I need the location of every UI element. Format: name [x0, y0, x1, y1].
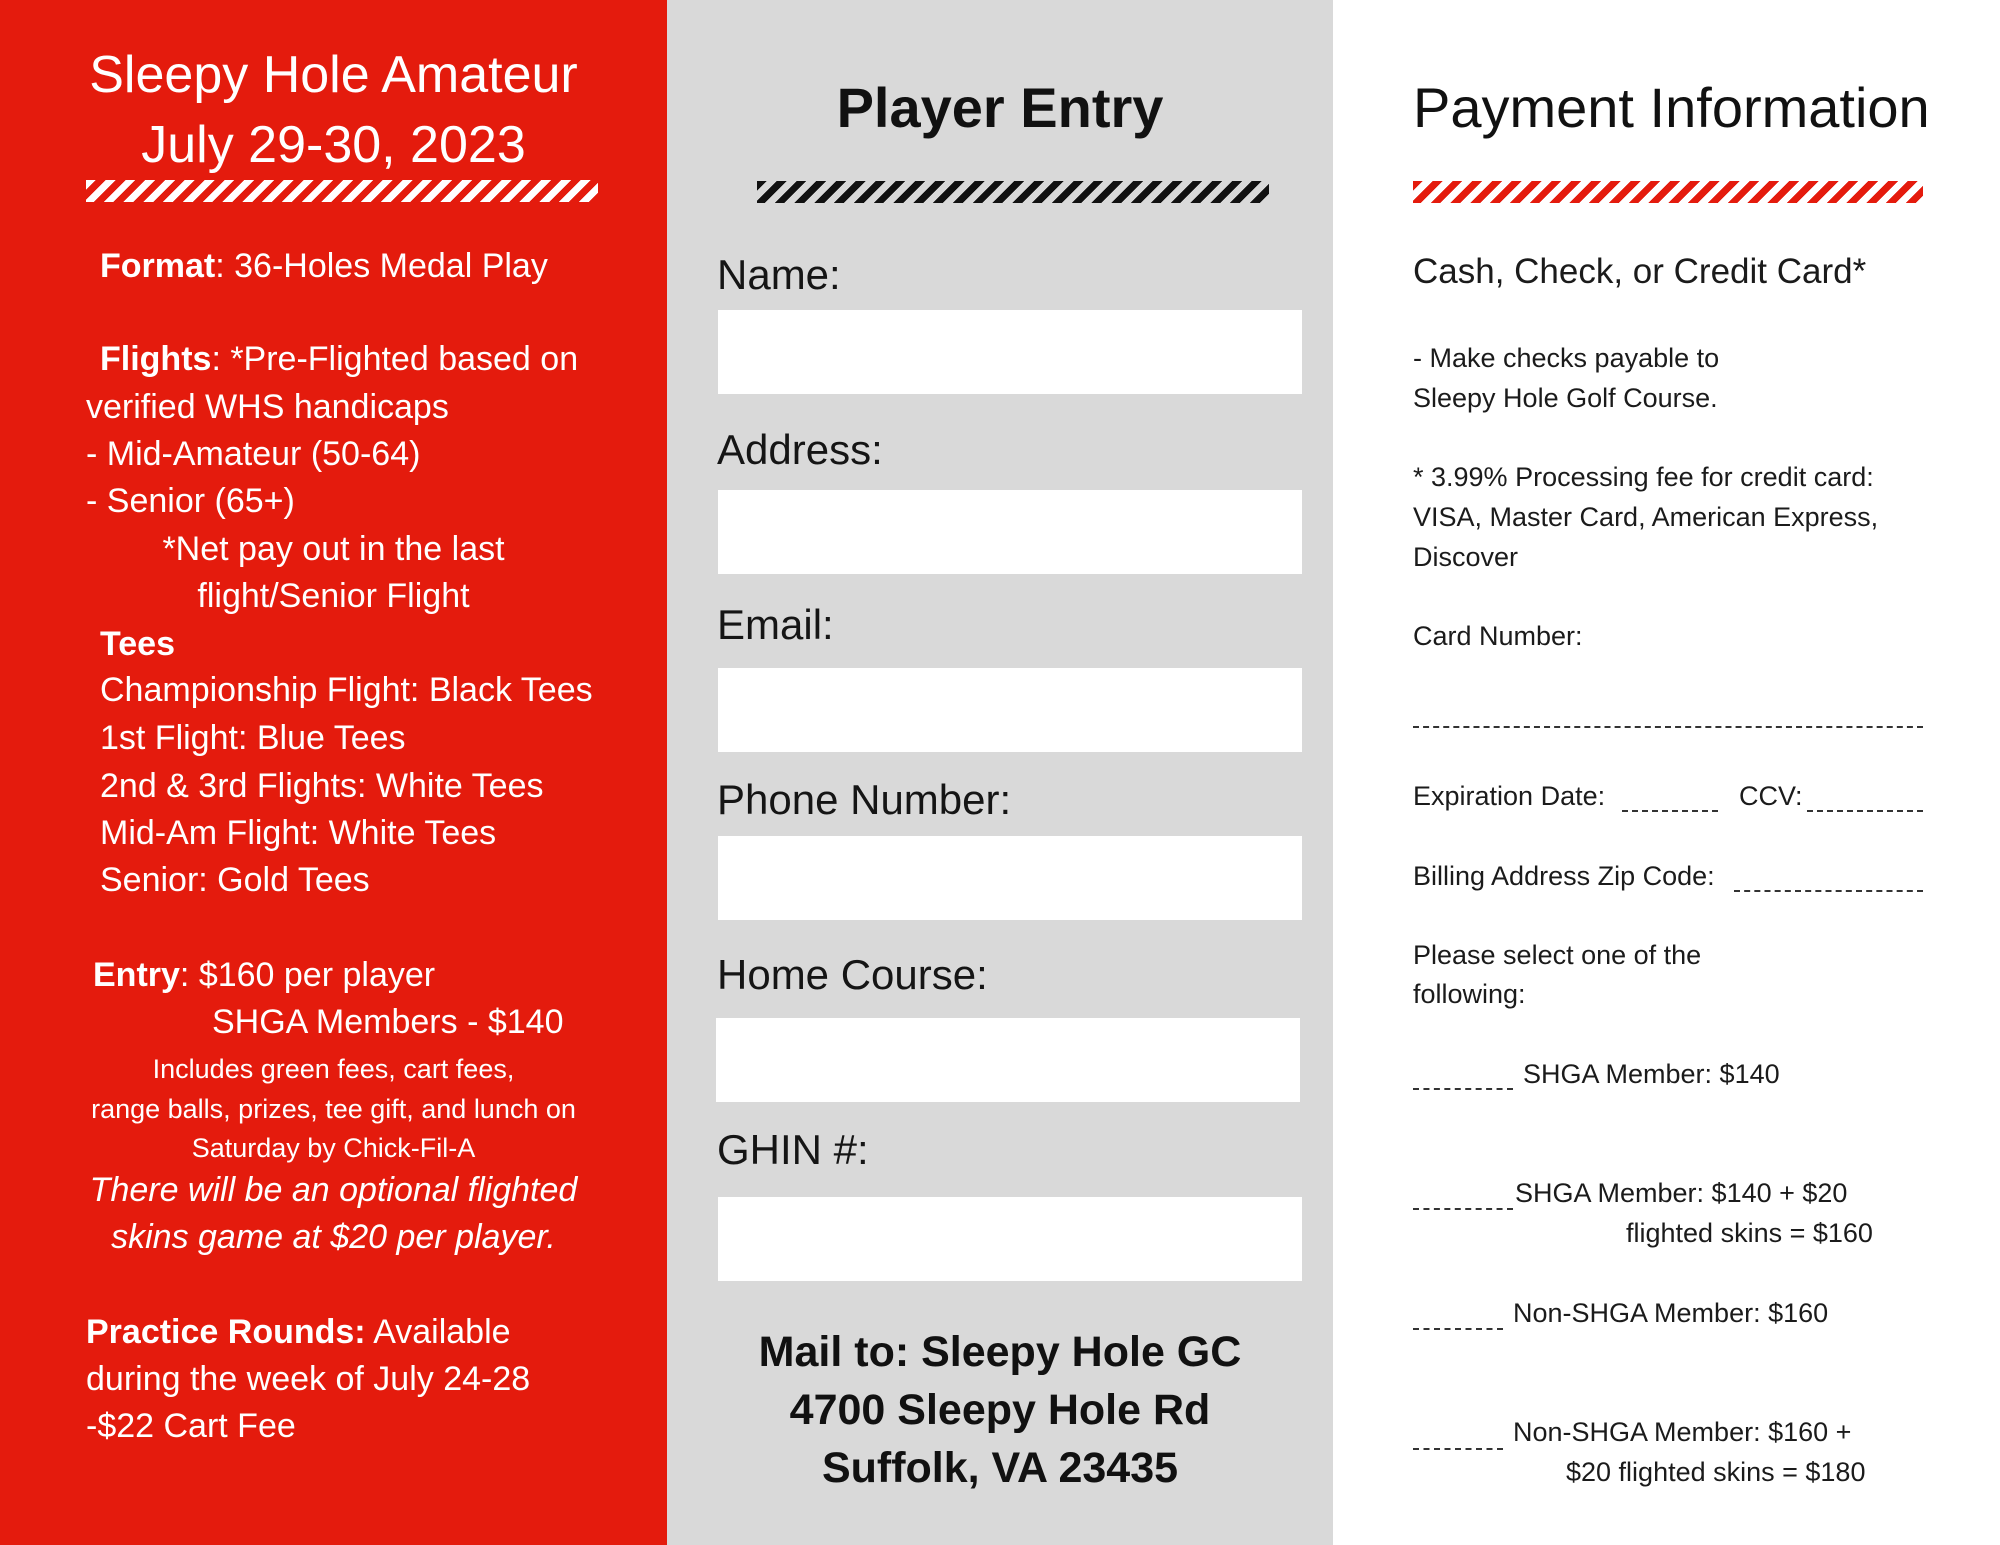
ghin-label: GHIN #:	[717, 1126, 869, 1173]
flights-mid-amateur: - Mid-Amateur (50-64)	[86, 435, 421, 473]
tees-mid-am: Mid-Am Flight: White Tees	[100, 814, 497, 852]
home-course-label: Home Course:	[717, 951, 988, 998]
ccv-label: CCV:	[1739, 781, 1803, 811]
tees-championship: Championship Flight: Black Tees	[100, 671, 593, 709]
ghin-input[interactable]	[718, 1197, 1302, 1281]
mail-to-line2: 4700 Sleepy Hole Rd	[789, 1386, 1211, 1434]
email-label: Email:	[717, 601, 834, 648]
checks-line2: Sleepy Hole Golf Course.	[1413, 383, 1718, 413]
name-input[interactable]	[718, 310, 1302, 394]
name-label: Name:	[717, 251, 841, 298]
option-shga-blank[interactable]	[1413, 1088, 1513, 1090]
option-nonshga-member: Non-SHGA Member: $160	[1513, 1298, 1829, 1328]
checks-line1: - Make checks payable to	[1413, 343, 1720, 373]
ccv-line[interactable]	[1807, 810, 1923, 812]
payment-panel	[1333, 0, 2000, 1545]
flights-line: Flights: *Pre-Flighted based on	[100, 340, 579, 378]
expiration-label: Expiration Date:	[1413, 781, 1606, 811]
mail-to-line3: Suffolk, VA 23435	[821, 1444, 1179, 1492]
option-nonshga-skins-blank[interactable]	[1413, 1448, 1503, 1450]
home-course-input[interactable]	[716, 1018, 1300, 1102]
expiration-line[interactable]	[1622, 810, 1718, 812]
event-title: Sleepy Hole Amateur	[89, 46, 578, 104]
tees-first-flight: 1st Flight: Blue Tees	[100, 719, 406, 757]
payment-divider-stripes	[1413, 181, 1923, 203]
includes-line1: Includes green fees, cart fees,	[152, 1054, 515, 1084]
zip-label: Billing Address Zip Code:	[1413, 861, 1715, 891]
option-shga-skins-blank[interactable]	[1413, 1208, 1513, 1210]
mail-to-line1: Mail to: Sleepy Hole GC	[758, 1328, 1242, 1376]
flights-senior: - Senior (65+)	[86, 482, 295, 520]
fee-line1: * 3.99% Processing fee for credit card:	[1413, 462, 1874, 492]
title-divider-stripes	[86, 180, 598, 202]
tees-senior: Senior: Gold Tees	[100, 861, 370, 899]
format-line: Format: 36-Holes Medal Play	[100, 247, 548, 285]
option-shga-skins-line1: SHGA Member: $140 + $20	[1515, 1178, 1848, 1208]
event-info-panel	[0, 0, 667, 1545]
select-line1: Please select one of the	[1413, 940, 1702, 970]
skins-note-line2: skins game at $20 per player.	[111, 1218, 556, 1256]
entry-fee-line: Entry: $160 per player	[93, 956, 436, 994]
player-entry-title: Player Entry	[836, 76, 1164, 139]
entry-divider-stripes	[757, 181, 1269, 203]
option-shga-skins-line2: flighted skins = $160	[1626, 1218, 1873, 1248]
select-line2: following:	[1413, 979, 1526, 1009]
phone-label: Phone Number:	[717, 776, 1012, 823]
payment-title: Payment Information	[1413, 76, 1930, 139]
flights-handicaps: verified WHS handicaps	[86, 388, 449, 426]
tees-second-third: 2nd & 3rd Flights: White Tees	[100, 767, 544, 805]
phone-input[interactable]	[718, 836, 1302, 920]
fee-line3: Discover	[1413, 542, 1519, 572]
payment-methods: Cash, Check, or Credit Card*	[1413, 252, 1867, 291]
address-input[interactable]	[718, 490, 1302, 574]
option-nonshga-blank[interactable]	[1413, 1328, 1503, 1330]
net-payout-line2: flight/Senior Flight	[197, 577, 470, 615]
zip-line[interactable]	[1734, 890, 1923, 892]
includes-line3: Saturday by Chick-Fil-A	[191, 1133, 476, 1163]
practice-rounds-line: Practice Rounds: Available	[86, 1313, 511, 1351]
player-entry-panel	[667, 0, 1333, 1545]
option-nonshga-skins-line1: Non-SHGA Member: $160 +	[1513, 1417, 1852, 1447]
skins-note-line1: There will be an optional flighted	[89, 1171, 578, 1209]
event-dates: July 29-30, 2023	[141, 116, 526, 174]
card-number-label: Card Number:	[1413, 621, 1583, 651]
email-input[interactable]	[718, 668, 1302, 752]
tees-heading: Tees	[100, 625, 175, 663]
entry-members-fee: SHGA Members - $140	[212, 1003, 564, 1041]
practice-cart-fee: -$22 Cart Fee	[86, 1407, 296, 1445]
card-number-line[interactable]	[1413, 726, 1923, 728]
net-payout-line1: *Net pay out in the last	[162, 530, 505, 568]
address-label: Address:	[717, 426, 883, 473]
fee-line2: VISA, Master Card, American Express,	[1413, 502, 1879, 532]
option-nonshga-skins-line2: $20 flighted skins = $180	[1566, 1457, 1866, 1487]
option-shga-member: SHGA Member: $140	[1523, 1059, 1780, 1089]
practice-rounds-dates: during the week of July 24-28	[86, 1360, 531, 1398]
includes-line2: range balls, prizes, tee gift, and lunch on	[91, 1094, 576, 1124]
